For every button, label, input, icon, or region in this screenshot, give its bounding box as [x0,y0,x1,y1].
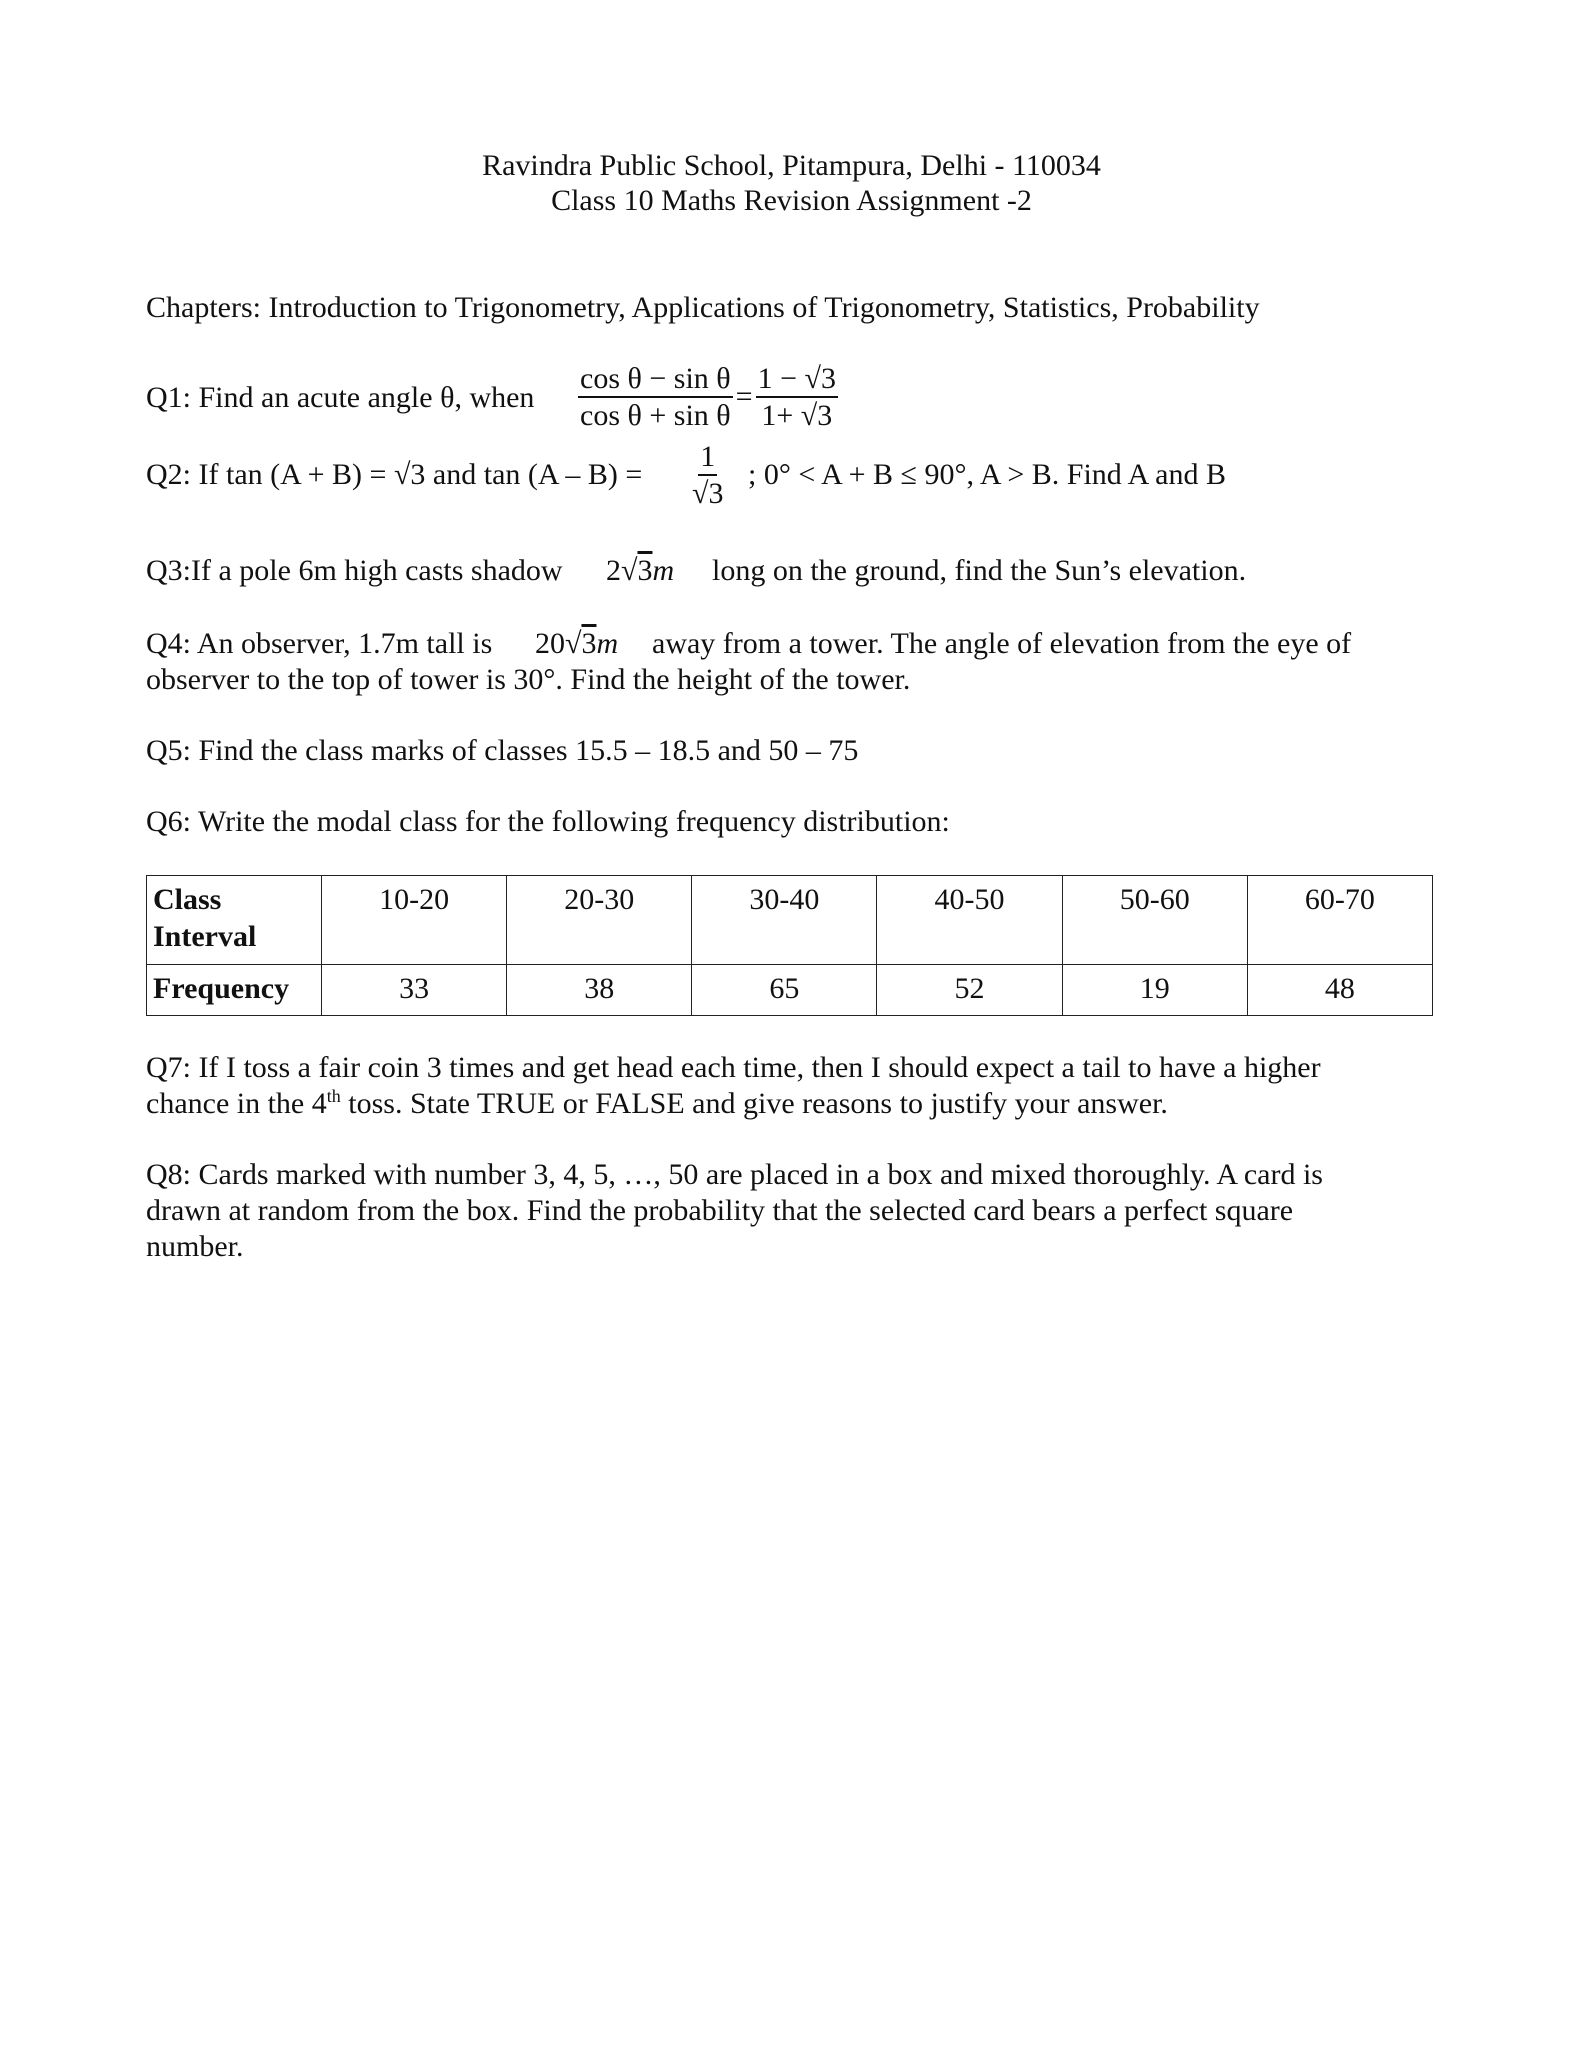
q7-line2-start: chance in the 4 [146,1087,327,1120]
q3-radical: √ [621,554,638,587]
q2-text: Q2: If tan (A + B) = √3 and tan (A – B) = [146,458,643,491]
frequency-header: Frequency [147,965,322,1016]
q2-frac-numerator: 1 [698,440,717,476]
frequency-table [146,875,1433,1016]
q1-lhs-fraction [578,362,733,432]
q2-frac-denominator: √3 [692,477,724,510]
frequency-cell: 65 [692,965,877,1016]
q3-expression [606,553,674,589]
assignment-title: Class 10 Maths Revision Assignment -2 [551,184,1032,217]
q4-after: away from a tower. The angle of elevation from the eye of [652,627,1352,660]
frequency-cell: 33 [322,965,507,1016]
interval-cell: 40-50 [877,876,1062,965]
q4-expression [535,626,618,662]
q8-line2: drawn at random from the box. Find the probability that the selected card bears a perfect square [146,1194,1294,1227]
q7-line2 [146,1086,1168,1122]
class-interval-header [147,876,322,965]
interval-label: Interval [153,919,257,953]
frequency-cell: 48 [1247,965,1432,1016]
q1-rhs-numerator: 1 − √3 [756,362,838,398]
q7-ordinal-suffix: th [326,1086,341,1106]
q3-unit: m [652,554,675,587]
q1-rhs-fraction [756,362,838,432]
q4-radicand: 3 [581,627,597,660]
q4-before: Q4: An observer, 1.7m tall is [146,627,493,660]
q4-radical: √ [565,627,582,660]
q6-text: Q6: Write the modal class for the following frequency distribution: [146,805,950,838]
q3-coef: 2 [606,554,621,587]
q1-text: Q1: Find an acute angle θ, when [146,381,535,414]
frequency-cell: 19 [1062,965,1247,1016]
q8-line3: number. [146,1230,244,1263]
q8-line1: Q8: Cards marked with number 3, 4, 5, …, 50 are placed in a box and mixed thoroughly. A card is [146,1158,1323,1191]
q4-unit: m [596,627,619,660]
interval-cell: 30-40 [692,876,877,965]
q4-coef: 20 [535,627,565,660]
chapters-line: Chapters: Introduction to Trigonometry, Applications of Trigonometry, Statistics, Probability [146,291,1260,324]
q1-equals: = [735,380,753,413]
q3-radicand: 3 [637,554,653,587]
class-label: Class [153,883,222,916]
q4-line2: observer to the top of tower is 30°. Find the height of the tower. [146,663,911,696]
q1-lhs-denominator: cos θ + sin θ [580,399,731,432]
q1-lhs-numerator: cos θ − sin θ [578,362,733,398]
q7-line1: Q7: If I toss a fair coin 3 times and get head each time, then I should expect a tail to have a higher [146,1051,1321,1084]
q3-before: Q3:If a pole 6m high casts shadow [146,554,563,587]
frequency-cell: 52 [877,965,1062,1016]
q7-line2-end: toss. State TRUE or FALSE and give reasons to justify your answer. [340,1087,1168,1120]
interval-cell: 10-20 [322,876,507,965]
q5-text: Q5: Find the class marks of classes 15.5 – 18.5 and 50 – 75 [146,734,859,767]
class-interval-row [147,876,1433,965]
interval-cell: 50-60 [1062,876,1247,965]
frequency-row [147,965,1433,1016]
q2-fraction [690,440,725,510]
q1-rhs-denominator: 1+ √3 [761,399,833,432]
school-name: Ravindra Public School, Pitampura, Delhi - 110034 [482,149,1101,182]
interval-cell: 20-30 [507,876,692,965]
frequency-cell: 38 [507,965,692,1016]
interval-cell: 60-70 [1247,876,1432,965]
q3-after: long on the ground, find the Sun’s elevation. [712,554,1247,587]
q1-equation [578,362,838,432]
q2-tail: ; 0° < A + B ≤ 90°, A > B. Find A and B [748,458,1226,491]
